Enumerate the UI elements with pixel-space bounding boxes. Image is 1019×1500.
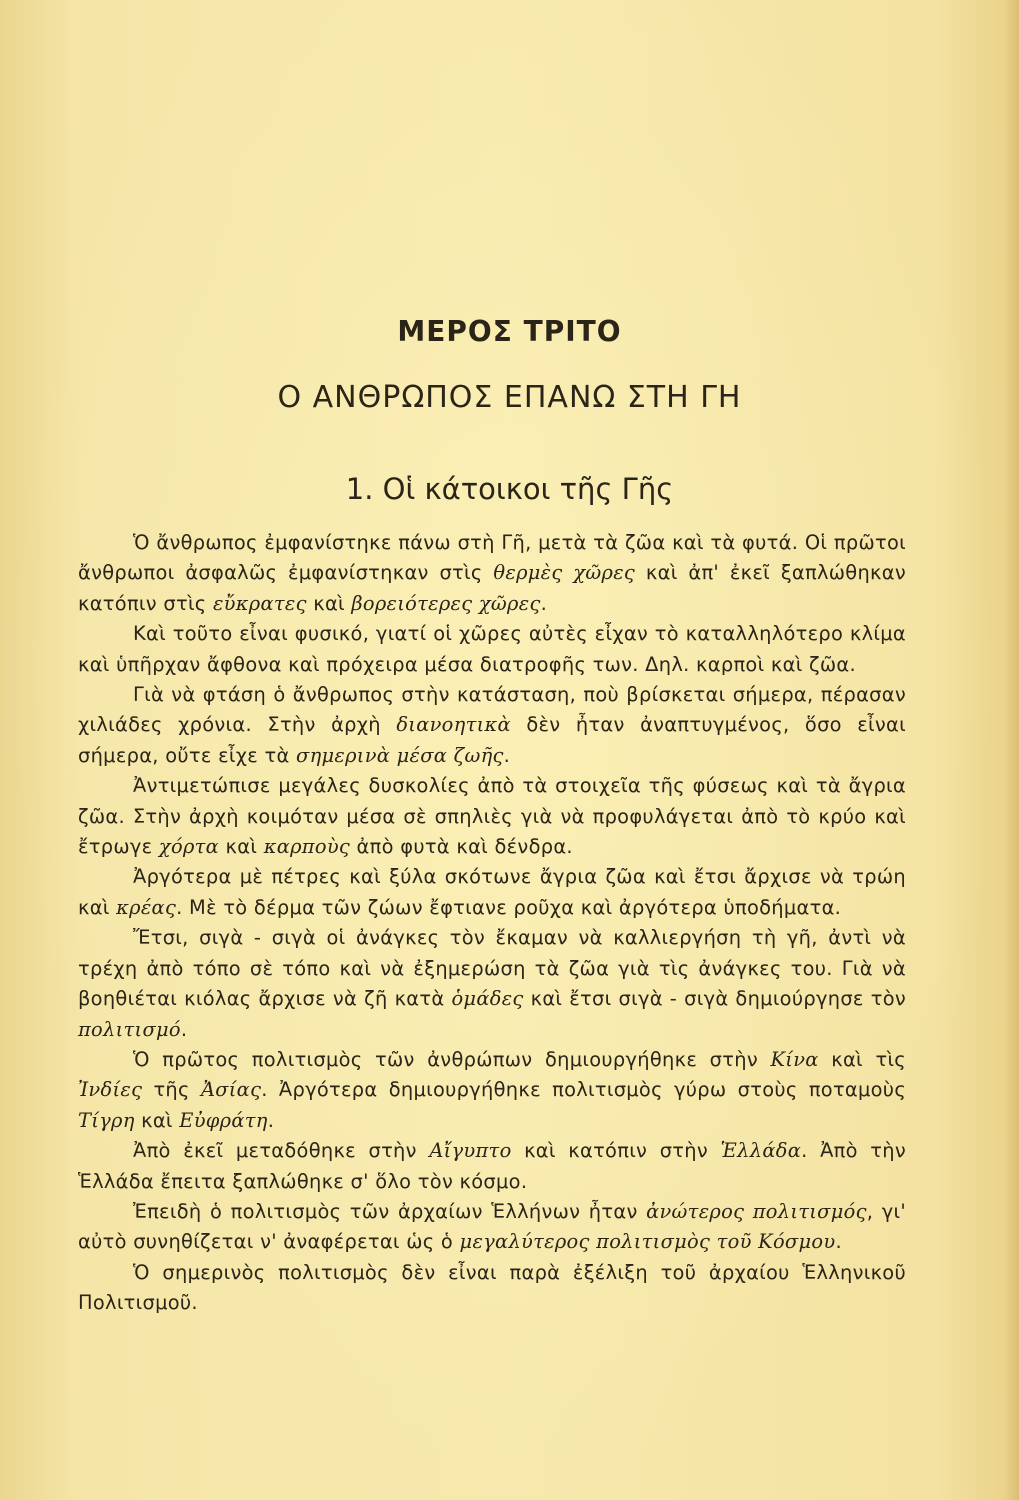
italic-term: Ἀσίας — [200, 1078, 262, 1102]
paragraph — [78, 528, 906, 619]
italic-term: Τίγρη — [78, 1108, 135, 1132]
text-run: καὶ — [306, 591, 352, 615]
text-run: Γιὰ νὰ φτάση ὁ ἄνθρωπος στὴν κατάσταση, ποὺ βρίσκεται σήμερα, πέρασαν χιλιάδες χρόνια. Στὴν ἀρχὴ — [78, 683, 906, 737]
paragraph — [78, 619, 906, 680]
italic-term: ἀνώτερος πολιτισμός — [646, 1199, 867, 1223]
paragraph — [78, 1045, 906, 1136]
italic-term: Αἴγυπτο — [429, 1139, 512, 1163]
text-run: , γι' αὐτὸ συνηθίζεται ν' ἀναφέρεται ὡς ὁ — [78, 1199, 907, 1254]
text-run: Ὁ πρῶτος πολιτισμὸς τῶν ἀνθρώπων δημιουργήθηκε στὴν — [133, 1047, 771, 1071]
text-run: Ἔτσι, σιγὰ - σιγὰ οἱ ἀνάγκες τὸν ἔκαμαν νὰ καλλιεργήση τὴ γῆ, ἀντὶ νὰ τρέχη ἀπὸ τόπο σὲ τόπο καὶ νὰ ἐξημερώση τὰ ζῶα γιὰ τὶς ἀνάγκες του. Γιὰ νὰ βοηθιέται κιόλας ἄρχισε νὰ ζῆ κατὰ — [78, 926, 906, 1011]
italic-term: Εὐφράτη — [179, 1108, 268, 1132]
text-run: . — [267, 1108, 275, 1132]
italic-term: ὁμάδες — [451, 987, 524, 1011]
text-run: τῆς — [142, 1078, 201, 1102]
text-run: Ἀργότερα μὲ πέτρες καὶ ξύλα σκότωνε ἄγρια ζῶα καὶ ἔτσι ἄρχισε νὰ τρώη καὶ — [78, 865, 906, 919]
text-run: ἀπὸ φυτὰ καὶ δένδρα. — [350, 835, 573, 859]
paragraph — [78, 1258, 906, 1319]
italic-term: κρέας — [116, 895, 177, 919]
page-edge-shadow — [1005, 0, 1019, 1500]
text-run: . — [180, 1017, 188, 1041]
text-run: καὶ τὶς — [818, 1047, 906, 1071]
text-run: . — [503, 743, 511, 767]
text-run: . — [835, 1230, 842, 1254]
text-run: καὶ — [219, 835, 264, 859]
text-run: . Ἀπὸ τὴν Ἑλλάδα ἔπειτα ξαπλώθηκε σ' ὅλο τὸν κόσμο. — [78, 1139, 907, 1193]
bleed-through-text — [0, 60, 1019, 320]
text-run: Ἐπειδὴ ὁ πολιτισμὸς τῶν ἀρχαίων Ἑλλήνων ἦταν — [133, 1199, 647, 1223]
italic-term: πολιτισμό — [78, 1017, 181, 1041]
paragraph — [78, 1136, 906, 1197]
italic-term: Ἑλλάδα — [720, 1139, 802, 1163]
text-run: καὶ κατόπιν στὴν — [511, 1139, 721, 1163]
text-run: Ἀπὸ ἐκεῖ μεταδόθηκε στὴν — [133, 1139, 430, 1163]
text-run: Ὁ ἄνθρωπος ἐμφανίστηκε πάνω στὴ Γῆ, μετὰ τὰ ζῶα καὶ τὰ φυτά. Οἱ πρῶτοι ἄνθρωποι ἀσφαλῶς ἐμφανίστηκαν στὶς — [78, 531, 906, 585]
text-run: δὲν ἦταν ἀναπτυγμένος, ὅσο εἶναι σήμερα, οὔτε εἶχε τὰ — [78, 713, 906, 767]
italic-term: μεγαλύτερος πολιτισμὸς τοῦ Κόσμου — [459, 1230, 836, 1254]
chapter-title: Ο ΑΝΘΡΩΠΟΣ ΕΠΑΝΩ ΣΤΗ ΓΗ — [277, 380, 742, 415]
section-title: 1. Οἱ κάτοικοι τῆς Γῆς — [345, 472, 674, 506]
text-run: . Μὲ τὸ δέρμα τῶν ζώων ἔφτιανε ροῦχα καὶ ἀργότερα ὑποδήματα. — [176, 895, 842, 919]
italic-term: Ἰνδίες — [78, 1078, 143, 1102]
text-run: καὶ — [134, 1108, 180, 1132]
paragraph — [78, 923, 906, 1045]
italic-term: διανοητικὰ — [396, 713, 511, 737]
paragraph — [78, 771, 906, 862]
body-text — [78, 528, 906, 1319]
italic-term: εὔκρατες — [212, 591, 307, 615]
text-run: καὶ ἀπ' ἐκεῖ ξαπλώθηκαν κατόπιν στὶς — [78, 561, 907, 615]
italic-term: βορειότερες χῶρες — [351, 591, 541, 615]
text-run: . Ἀργότερα δημιουργήθηκε πολιτισμὸς γύρω στοὺς ποταμοὺς — [261, 1078, 907, 1102]
italic-term: σημερινὰ μέσα ζωῆς — [296, 743, 504, 767]
text-run: Ὁ σημερινὸς πολιτισμὸς δὲν εἶναι παρὰ ἐξέλιξη τοῦ ἀρχαίου Ἑλληνικοῦ Πολιτισμοῦ. — [78, 1260, 906, 1315]
paragraph — [78, 862, 906, 923]
part-title: ΜΕΡΟΣ ΤΡΙΤΟ — [397, 315, 622, 348]
italic-term: χόρτα — [158, 835, 220, 859]
paragraph — [78, 1197, 906, 1258]
text-run: . — [540, 591, 548, 615]
italic-term: θερμὲς χῶρες — [493, 561, 636, 585]
paragraph — [78, 680, 906, 771]
text-run: Ἀντιμετώπισε μεγάλες δυσκολίες ἀπὸ τὰ στοιχεῖα τῆς φύσεως καὶ τὰ ἄγρια ζῶα. Στὴν ἀρχὴ κοιμόταν μέσα σὲ σπηλιὲς γιὰ νὰ προφυλάγεται ἀπὸ τὸ κρύο καὶ ἔτρωγε — [78, 774, 906, 859]
text-run: Καὶ τοῦτο εἶναι φυσικό, γιατί οἱ χῶρες αὐτὲς εἶχαν τὸ καταλληλότερο κλίμα καὶ ὑπῆρχαν ἄφθονα καὶ πρόχειρα μέσα διατροφῆς των. Δηλ. καρποὶ καὶ ζῶα. — [78, 622, 906, 676]
italic-term: καρποὺς — [263, 835, 351, 859]
text-run: καὶ ἔτσι σιγὰ - σιγὰ δημιούργησε τὸν — [523, 987, 906, 1011]
italic-term: Κίνα — [770, 1047, 819, 1071]
